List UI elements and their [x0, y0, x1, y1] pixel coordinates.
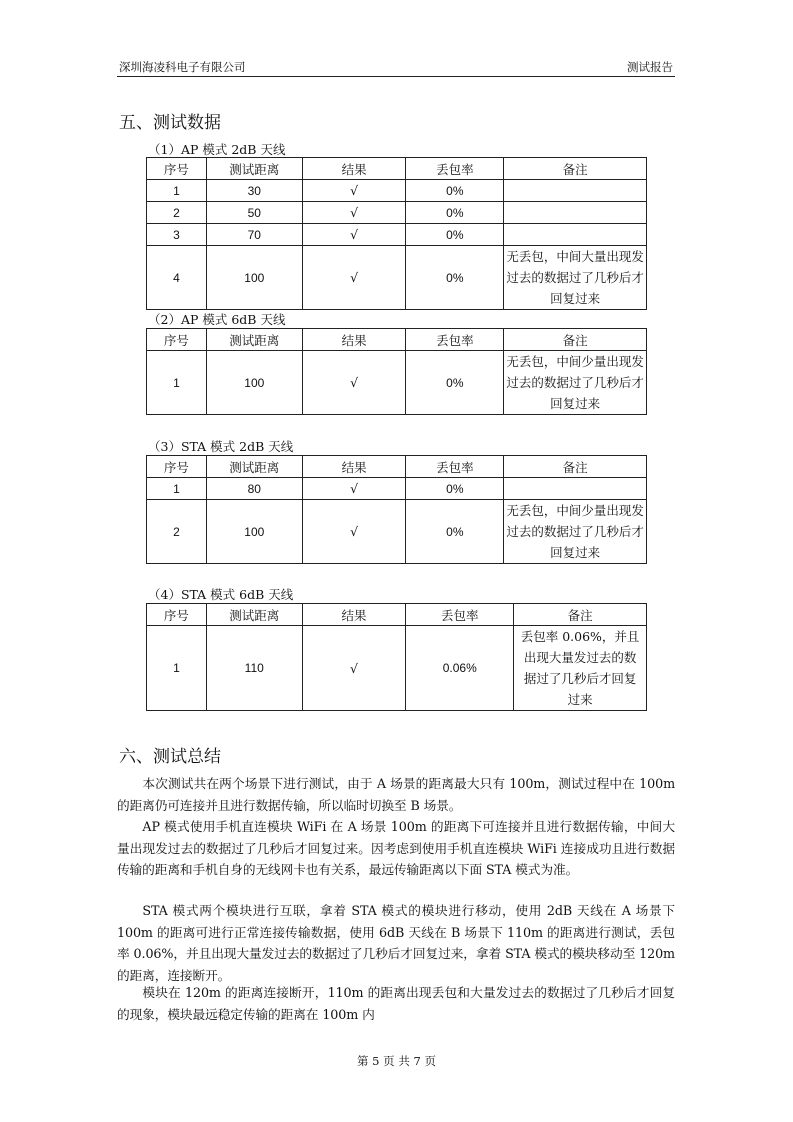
cell-loss-rate: 0% — [406, 180, 504, 202]
cell-loss-rate: 0% — [406, 500, 504, 564]
cell-result: √ — [302, 500, 406, 564]
cell-index: 3 — [147, 224, 207, 246]
cell-note: 无丢包，中间大量出现发过去的数据过了几秒后才回复过来 — [504, 246, 647, 310]
col-header: 丢包率 — [406, 456, 504, 478]
table-row — [147, 180, 647, 202]
page-header — [117, 56, 675, 77]
cell-index: 4 — [147, 246, 207, 310]
document-type: 测试报告 — [627, 60, 673, 74]
cell-loss-rate: 0% — [406, 478, 504, 500]
company-name: 深圳海凌科电子有限公司 — [119, 60, 246, 74]
table-header-row — [147, 329, 647, 351]
cell-loss-rate: 0.06% — [406, 626, 514, 711]
cell-result: √ — [302, 202, 406, 224]
table-row — [147, 224, 647, 246]
summary-paragraph: 模块在 120m 的距离连接断开，110m 的距离出现丢包和大量发过去的数据过了几秒后才回复的现象，模块最远稳定传输的距离在 100m 内 — [117, 985, 675, 1022]
cell-note — [504, 478, 647, 500]
cell-index: 1 — [147, 180, 207, 202]
cell-distance: 110 — [206, 626, 302, 711]
cell-note — [504, 202, 647, 224]
cell-result: √ — [302, 626, 406, 711]
table-header-row — [147, 604, 647, 626]
cell-index: 2 — [147, 500, 207, 564]
summary-paragraph: AP 模式使用手机直连模块 WiFi 在 A 场景 100m 的距离下可连接并且进行数据传输，中间大量出现发过去的数据过了几秒后才回复过来。因考虑到使用手机直连模块 WiFi 连接成功且进行数据传输的距离和手机自身的无线网卡也有关系，最远传输距离以下面 STA 模式为准。 — [117, 819, 675, 877]
cell-distance: 80 — [206, 478, 302, 500]
page-number: 第 5 页 共 7 页 — [357, 1054, 436, 1068]
col-header: 序号 — [147, 158, 207, 180]
col-header: 备注 — [504, 329, 647, 351]
cell-distance: 30 — [206, 180, 302, 202]
col-header: 序号 — [147, 456, 207, 478]
cell-index: 1 — [147, 626, 207, 711]
table-ap-6db — [146, 328, 647, 415]
col-header: 结果 — [302, 456, 406, 478]
cell-distance: 100 — [206, 351, 302, 415]
table-row — [147, 351, 647, 415]
table-4-caption: （4）STA 模式 6dB 天线 — [148, 587, 294, 602]
col-header: 结果 — [302, 329, 406, 351]
col-header: 备注 — [504, 456, 647, 478]
cell-note — [504, 224, 647, 246]
table-row — [147, 202, 647, 224]
table-row — [147, 626, 647, 711]
cell-distance: 70 — [206, 224, 302, 246]
table-header-row — [147, 456, 647, 478]
table-sta-6db — [146, 603, 647, 711]
table-sta-2db — [146, 455, 647, 564]
col-header: 丢包率 — [406, 604, 514, 626]
table-row — [147, 500, 647, 564]
cell-index: 1 — [147, 351, 207, 415]
cell-result: √ — [302, 246, 406, 310]
table-3-caption: （3）STA 模式 2dB 天线 — [148, 439, 294, 454]
cell-result: √ — [302, 180, 406, 202]
col-header: 备注 — [504, 158, 647, 180]
cell-index: 2 — [147, 202, 207, 224]
cell-note: 丢包率 0.06%，并且出现大量发过去的数据过了几秒后才回复过来 — [514, 626, 647, 711]
cell-note: 无丢包，中间少量出现发过去的数据过了几秒后才回复过来 — [504, 351, 647, 415]
col-header: 测试距离 — [206, 329, 302, 351]
col-header: 测试距离 — [206, 456, 302, 478]
section-5-title: 五、测试数据 — [119, 113, 221, 133]
col-header: 丢包率 — [406, 329, 504, 351]
cell-distance: 50 — [206, 202, 302, 224]
table-row — [147, 246, 647, 310]
table-1-caption: （1）AP 模式 2dB 天线 — [148, 142, 286, 157]
summary-paragraph: STA 模式两个模块进行互联，拿着 STA 模式的模块进行移动，使用 2dB 天线在 A 场景下 100m 的距离可进行正常连接传输数据，使用 6dB 天线在 B 场景下 110m 的距离进行测试，丢包率 0.06%，并且出现大量发过去的数据过了几秒后才回复过来，拿着 STA 模式的模块移动至 120m 的距离，连接断开。 — [117, 903, 675, 983]
cell-result: √ — [302, 224, 406, 246]
col-header: 备注 — [514, 604, 647, 626]
cell-loss-rate: 0% — [406, 202, 504, 224]
table-2-caption: （2）AP 模式 6dB 天线 — [148, 312, 286, 327]
table-ap-2db — [146, 157, 647, 310]
cell-distance: 100 — [206, 246, 302, 310]
cell-note: 无丢包，中间少量出现发过去的数据过了几秒后才回复过来 — [504, 500, 647, 564]
cell-distance: 100 — [206, 500, 302, 564]
col-header: 测试距离 — [206, 158, 302, 180]
col-header: 丢包率 — [406, 158, 504, 180]
cell-loss-rate: 0% — [406, 224, 504, 246]
cell-note — [504, 180, 647, 202]
cell-loss-rate: 0% — [406, 351, 504, 415]
col-header: 结果 — [302, 158, 406, 180]
table-header-row — [147, 158, 647, 180]
col-header: 测试距离 — [206, 604, 302, 626]
section-6-title: 六、测试总结 — [119, 747, 221, 767]
cell-result: √ — [302, 351, 406, 415]
table-row — [147, 478, 647, 500]
col-header: 序号 — [147, 604, 207, 626]
col-header: 结果 — [302, 604, 406, 626]
cell-loss-rate: 0% — [406, 246, 504, 310]
summary-paragraph: 本次测试共在两个场景下进行测试，由于 A 场景的距离最大只有 100m，测试过程中在 100m 的距离仍可连接并且进行数据传输，所以临时切换至 B 场景。 — [117, 776, 675, 813]
col-header: 序号 — [147, 329, 207, 351]
cell-index: 1 — [147, 478, 207, 500]
cell-result: √ — [302, 478, 406, 500]
